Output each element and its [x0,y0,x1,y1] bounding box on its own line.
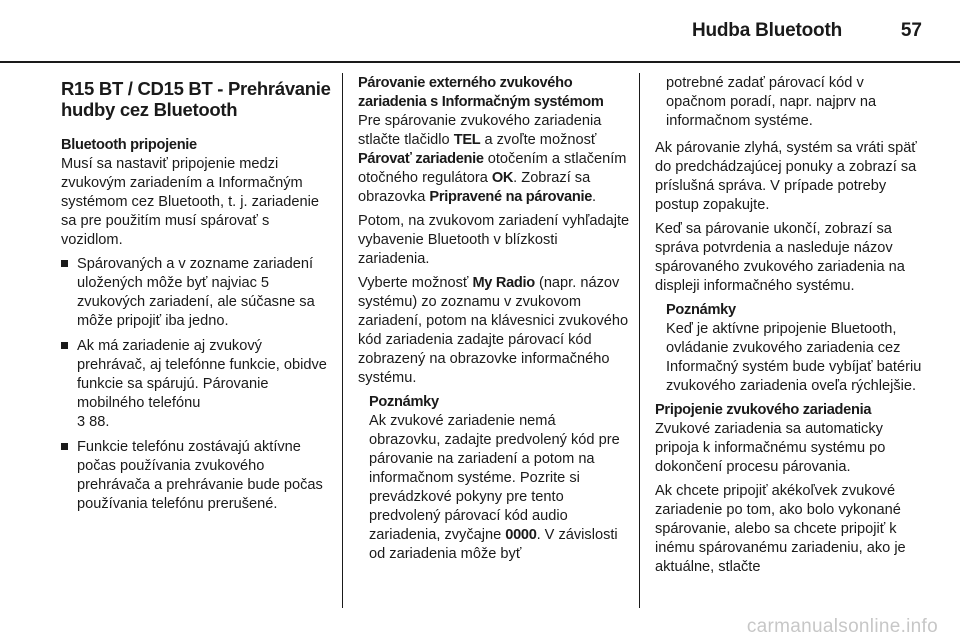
page-reference: 3 88. [77,414,110,430]
section-title: R15 BT / CD15 BT - Prehrávanie hudby cez Bluetooth [61,78,331,120]
pair-device-label: Párovať zariadenie [358,151,484,167]
square-bullet-icon [61,260,68,267]
column-3 [655,74,927,582]
header-rule [0,61,960,63]
search-paragraph: Potom, na zvukovom zariadení vyhľadajte vybavenie Bluetooth v blízkosti zariadenia. [358,213,630,267]
default-code: 0000 [505,527,537,543]
list-item [61,337,333,432]
ok-knob-label: OK [491,170,514,186]
select-paragraph: Vyberte možnosť My Radio (napr. názov systému) zo zoznamu v zvukovom zariadení, potom na klávesnici zvukového kód zariadenia zadajte párovací kód zobrazený na obrazovke informačného systému. [358,275,629,386]
header-title: Hudba Bluetooth [691,20,842,41]
failure-paragraph: Ak párovanie zlyhá, systém sa vráti späť do predchádzajúcej ponuky a zobrazí sa príslušná správa. V prípade potreby postup zopakujte. [655,140,917,213]
column-1 [61,78,333,520]
list-item [61,438,333,514]
tel-button-label: TEL [453,132,481,148]
ready-to-pair-label: Pripravené na párovanie [429,189,593,205]
list-item-text: Funkcie telefónu zostávajú aktívne počas používania zvukového prehrávača a prehrávanie bude počas používania telefónu prerušené. [77,439,323,512]
page-header [0,0,960,64]
note-title: Poznámky [666,302,736,318]
subheading-bluetooth-connection: Bluetooth pripojenie [61,137,197,153]
my-radio-label: My Radio [472,275,535,291]
subheading-device-connection: Pripojenie zvukového zariadenia [655,402,872,418]
list-item-text: Ak má zariadenie aj zvukový prehrávač, aj telefónne funkcie, obidve funkcie sa spárujú. Párovanie mobilného telefónu [77,338,327,411]
page-number: 57 [900,20,922,41]
auto-connect-paragraph: Zvukové zariadenia sa automaticky pripoja k informačnému systému po dokončení procesu párovania. [655,421,886,475]
note-continuation: potrebné zadať párovací kód v opačnom poradí, napr. najprv na informačnom systéme. [666,75,877,129]
note-block [655,301,927,396]
note-title: Poznámky [369,394,439,410]
list-item [61,255,333,331]
success-paragraph: Keď sa párovanie ukončí, zobrazí sa správa potvrdenia a nasleduje názov spárovaného zvukového zariadenia na displeji informačného systému. [655,221,905,294]
reconnect-paragraph: Ak chcete pripojiť akékoľvek zvukové zariadenie po tom, ako bolo vykonané spárovanie, alebo sa chcete pripojiť k inému spárovanému zariadeniu, ako je aktuálne, stlačte [655,483,906,575]
subheading-pairing: Párovanie externého zvukového zariadenia s Informačným systémom [358,75,604,110]
note-block [358,393,630,564]
list-item-text: Spárovaných a v zozname zariadení uložených môže byť najviac 5 zvukových zariadení, ale súčasne sa môže pripojiť iba jedno. [77,256,315,329]
column-divider [639,73,640,608]
column-2 [358,74,630,569]
square-bullet-icon [61,342,68,349]
column-divider [342,73,343,608]
note-text: Keď je aktívne pripojenie Bluetooth, ovládanie zvukového zariadenia cez Informačný systém bude vybíjať batériu zvukového zariadenia oveľa rýchlejšie. [666,321,922,394]
bullet-list [61,255,333,514]
watermark: carmanualsonline.info [746,616,938,637]
note-text: Ak zvukové zariadenie nemá obrazovku, zadajte predvolený kód pre párovanie na zariadení a potom na informačnom systéme. Pozrite si prevádzkové pokyny pre tento predvolený párovací kód audio zariadenia, zvyčajne 0000. V závislosti od zariadenia môže byť [369,413,620,562]
intro-paragraph: Musí sa nastaviť pripojenie medzi zvukovým zariadením a Informačným systémom cez Bluetooth, t. j. zariadenie sa pre použitím musí spárovať s vozidlom. [61,156,319,248]
pairing-paragraph: Pre spárovanie zvukového zariadenia stlačte tlačidlo TEL a zvoľte možnosť Párovať zariadenie otočením a stlačením otočného regulátora OK. Zobrazí sa obrazovka Pripravené na párovanie. [358,113,627,205]
square-bullet-icon [61,443,68,450]
